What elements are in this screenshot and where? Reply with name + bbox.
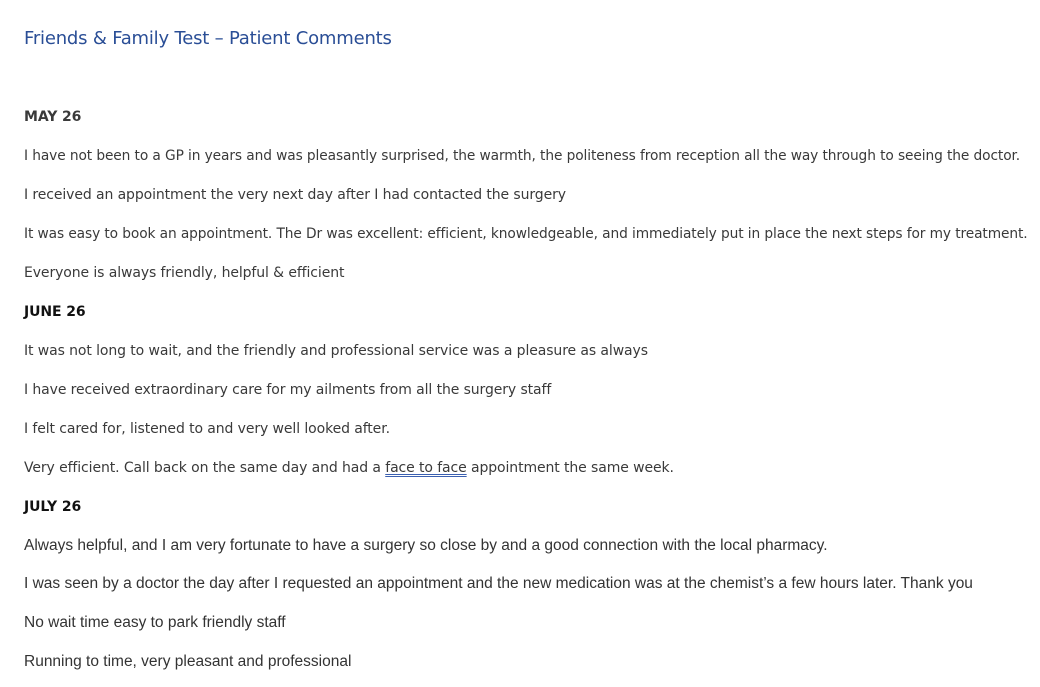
comment-text: It was not long to wait, and the friendly and professional service was a pleasure as always (24, 343, 648, 359)
comment-text-after-link: appointment the same week. (466, 460, 674, 476)
comment-with-link (24, 458, 674, 478)
comment-text: I was seen by a doctor the day after I requested an appointment and the new medication was at the chemist’s a few hours later. Thank you (24, 575, 973, 592)
month-heading-may: MAY 26 (24, 109, 82, 125)
page-title: Friends & Family Test – Patient Comments (24, 28, 392, 49)
comment-text: No wait time easy to park friendly staff (24, 614, 286, 631)
comment-text: It was easy to book an appointment. The Dr was excellent: efficient, knowledgeable, and immediately put in place the next steps for my treatment. (24, 226, 1028, 242)
comment-text-before-link: Very efficient. Call back on the same day and had a (24, 460, 386, 476)
comment-text: Always helpful, and I am very fortunate to have a surgery so close by and a good connection with the local pharmacy. (24, 537, 828, 554)
comment-text: I have received extraordinary care for my ailments from all the surgery staff (24, 382, 552, 398)
comment-text: I have not been to a GP in years and was pleasantly surprised, the warmth, the politeness from reception all the way through to seeing the doctor. (24, 148, 1021, 164)
comment-text: Everyone is always friendly, helpful & efficient (24, 265, 345, 281)
comment-text: I received an appointment the very next day after I had contacted the surgery (24, 187, 566, 203)
face-to-face-link[interactable]: face to face (385, 460, 467, 476)
comment-text: I felt cared for, listened to and very well looked after. (24, 421, 390, 437)
month-heading-june: JUNE 26 (24, 304, 86, 320)
comment-text: Running to time, very pleasant and professional (24, 653, 352, 670)
month-heading-july: JULY 26 (24, 499, 82, 515)
